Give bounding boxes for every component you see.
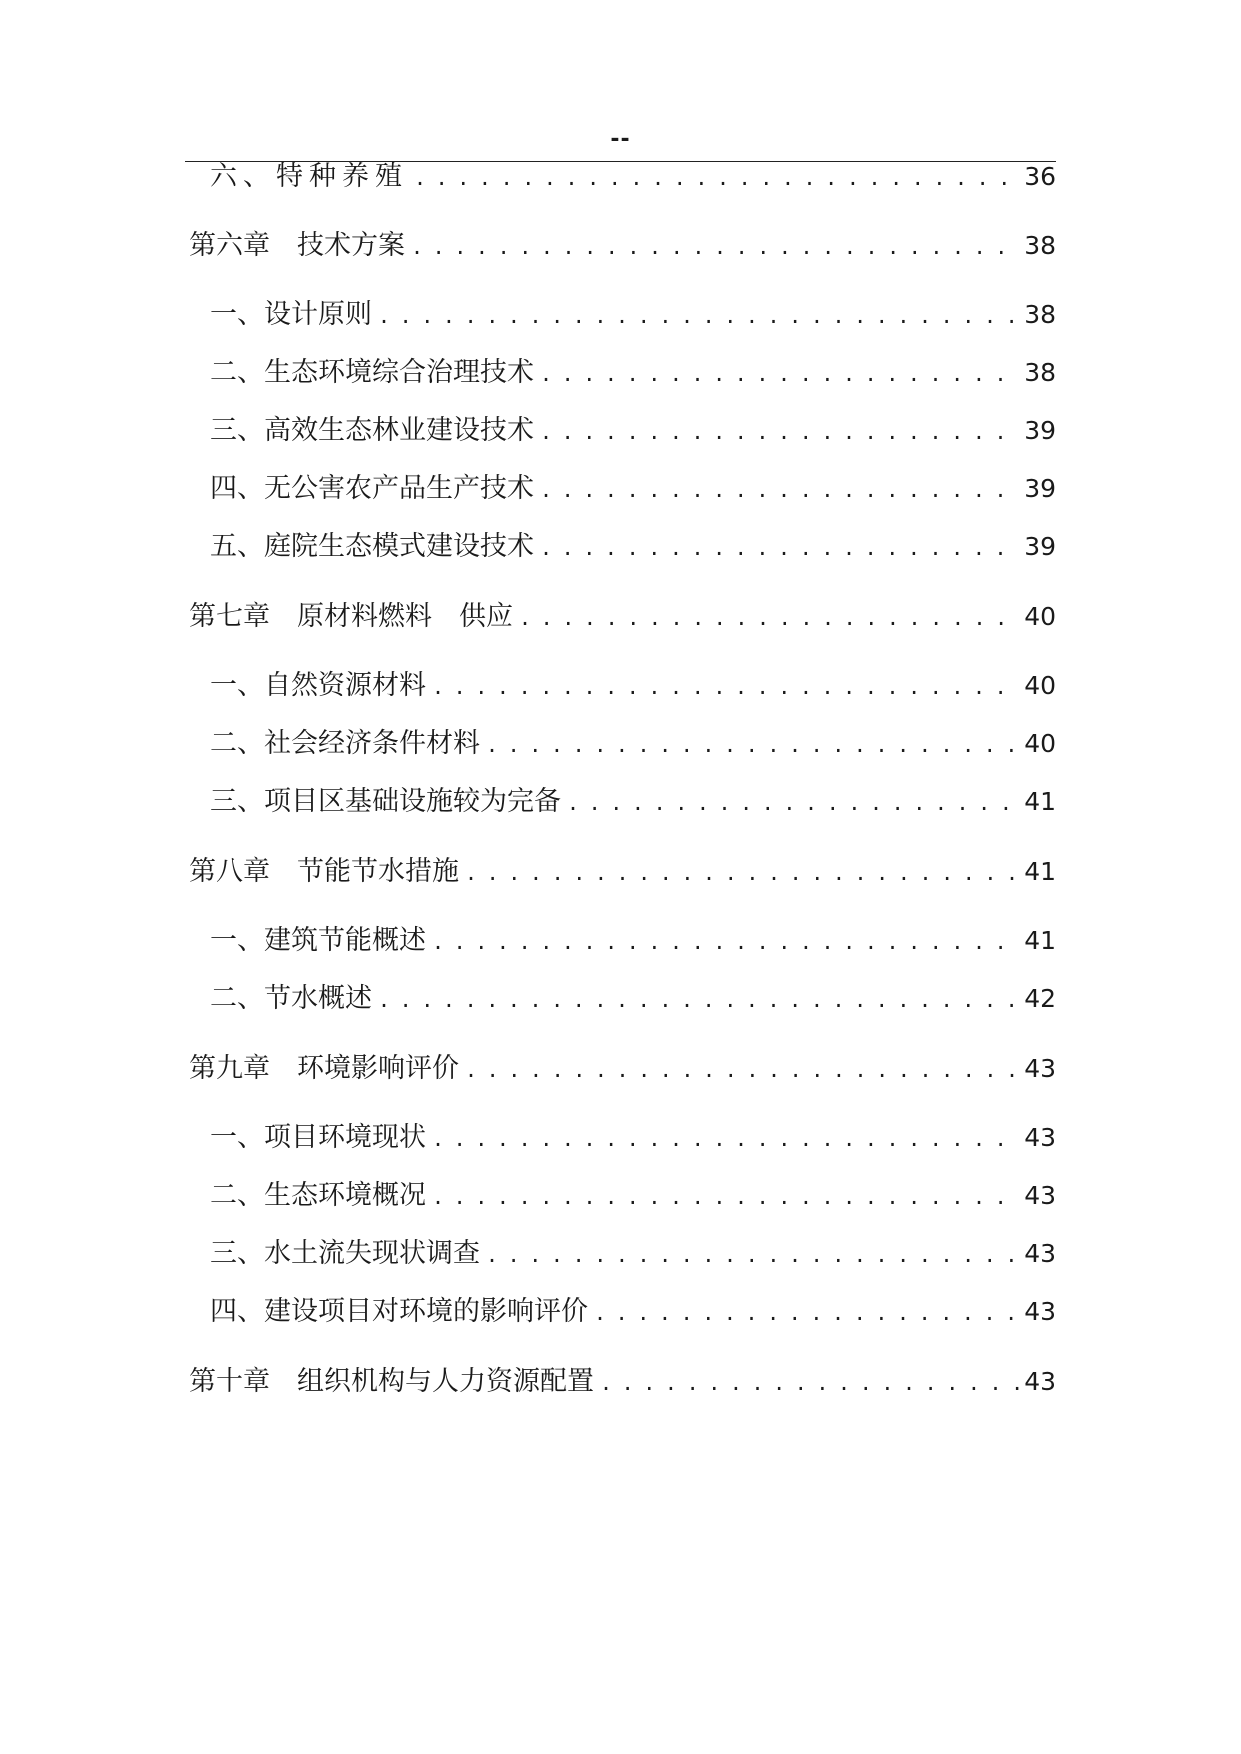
toc-dot-leader [486,1235,1020,1275]
toc-entry-title: 三、水土流失现状调查 [210,1238,480,1269]
toc-entry-page-number: 39 [1024,532,1056,561]
toc-dot-leader [378,980,1020,1020]
toc-dot-leader [414,158,1020,198]
toc-entry[interactable] [210,724,1056,764]
toc-dot-leader [411,227,1020,267]
toc-entry-title: 二、社会经济条件材料 [210,728,480,759]
toc-entry-page-number: 41 [1024,926,1056,955]
toc-dot-leader [594,1293,1020,1333]
toc-entry-page-number: 43 [1024,1239,1056,1268]
toc-dot-leader [600,1363,1020,1403]
toc-dot-leader [432,1177,1020,1217]
toc-entry-page-number: 38 [1024,231,1056,260]
toc-entry[interactable] [210,979,1056,1019]
toc-entry-title: 一、自然资源材料 [210,670,426,701]
toc-dot-leader [465,853,1020,893]
toc-entry-title: 一、项目环境现状 [210,1122,426,1153]
toc-entry[interactable] [210,1234,1056,1274]
toc-dot-leader [519,598,1020,638]
toc-entry[interactable] [189,852,1056,892]
toc-entry-title: 一、设计原则 [210,299,372,330]
toc-entry-title: 三、高效生态林业建设技术 [210,415,534,446]
toc-entry[interactable] [210,1292,1056,1332]
toc-entry-page-number: 38 [1024,358,1056,387]
toc-entry-title: 四、建设项目对环境的影响评价 [210,1296,588,1327]
toc-entry[interactable] [210,921,1056,961]
toc-entry-title: 五、庭院生态模式建设技术 [210,531,534,562]
toc-entry-title: 二、节水概述 [210,983,372,1014]
toc-entry-page-number: 40 [1024,602,1056,631]
toc-entry-title: 第九章 环境影响评价 [189,1053,459,1084]
toc-entry-page-number: 43 [1024,1181,1056,1210]
toc-entry-page-number: 41 [1024,787,1056,816]
toc-dot-leader [486,725,1020,765]
toc-entry-title: 第六章 技术方案 [189,230,405,261]
toc-entry-page-number: 39 [1024,474,1056,503]
toc-entry[interactable] [210,666,1056,706]
toc-entry-title: 一、建筑节能概述 [210,925,426,956]
toc-entry-page-number: 36 [1024,162,1056,191]
toc-entry[interactable] [189,1049,1056,1089]
toc-entry-title: 第八章 节能节水措施 [189,856,459,887]
toc-entry-page-number: 43 [1024,1123,1056,1152]
toc-entry[interactable] [210,527,1056,567]
toc-entry-page-number: 42 [1024,984,1056,1013]
toc-entry[interactable] [189,597,1056,637]
toc-entry-page-number: 40 [1024,671,1056,700]
toc-dot-leader [540,412,1020,452]
toc-entry-title: 二、生态环境综合治理技术 [210,357,534,388]
toc-entry-page-number: 41 [1024,857,1056,886]
toc-entry-page-number: 39 [1024,416,1056,445]
toc-dot-leader [432,922,1020,962]
toc-dot-leader [465,1050,1020,1090]
toc-dot-leader [432,1119,1020,1159]
toc-dot-leader [540,528,1020,568]
toc-entry[interactable] [210,411,1056,451]
toc-entry-page-number: 40 [1024,729,1056,758]
toc-entry[interactable] [210,295,1056,335]
toc-dot-leader [540,470,1020,510]
toc-entry-page-number: 38 [1024,300,1056,329]
page-header-mark: -- [610,127,631,152]
toc-entry-page-number: 43 [1024,1054,1056,1083]
toc-entry-title: 二、生态环境概况 [210,1180,426,1211]
toc-entry[interactable] [210,1118,1056,1158]
toc-entry-page-number: 43 [1024,1297,1056,1326]
toc-dot-leader [540,354,1020,394]
toc-dot-leader [378,296,1020,336]
toc-entry-title: 四、无公害农产品生产技术 [210,473,534,504]
toc-dot-leader [567,783,1020,823]
toc-entry-title: 六、特种养殖 [210,161,408,192]
toc-entry[interactable] [210,353,1056,393]
toc-entry[interactable] [189,1362,1056,1402]
toc-entry-title: 第七章 原材料燃料 供应 [189,601,513,632]
toc-entry-page-number: 43 [1024,1367,1056,1396]
toc-entry[interactable] [210,782,1056,822]
toc-entry-title: 第十章 组织机构与人力资源配置 [189,1366,594,1397]
toc-entry[interactable] [210,157,1056,197]
toc-dot-leader [432,667,1020,707]
toc-entry-title: 三、项目区基础设施较为完备 [210,786,561,817]
toc-entry[interactable] [189,226,1056,266]
toc-entry[interactable] [210,469,1056,509]
toc-entry[interactable] [210,1176,1056,1216]
